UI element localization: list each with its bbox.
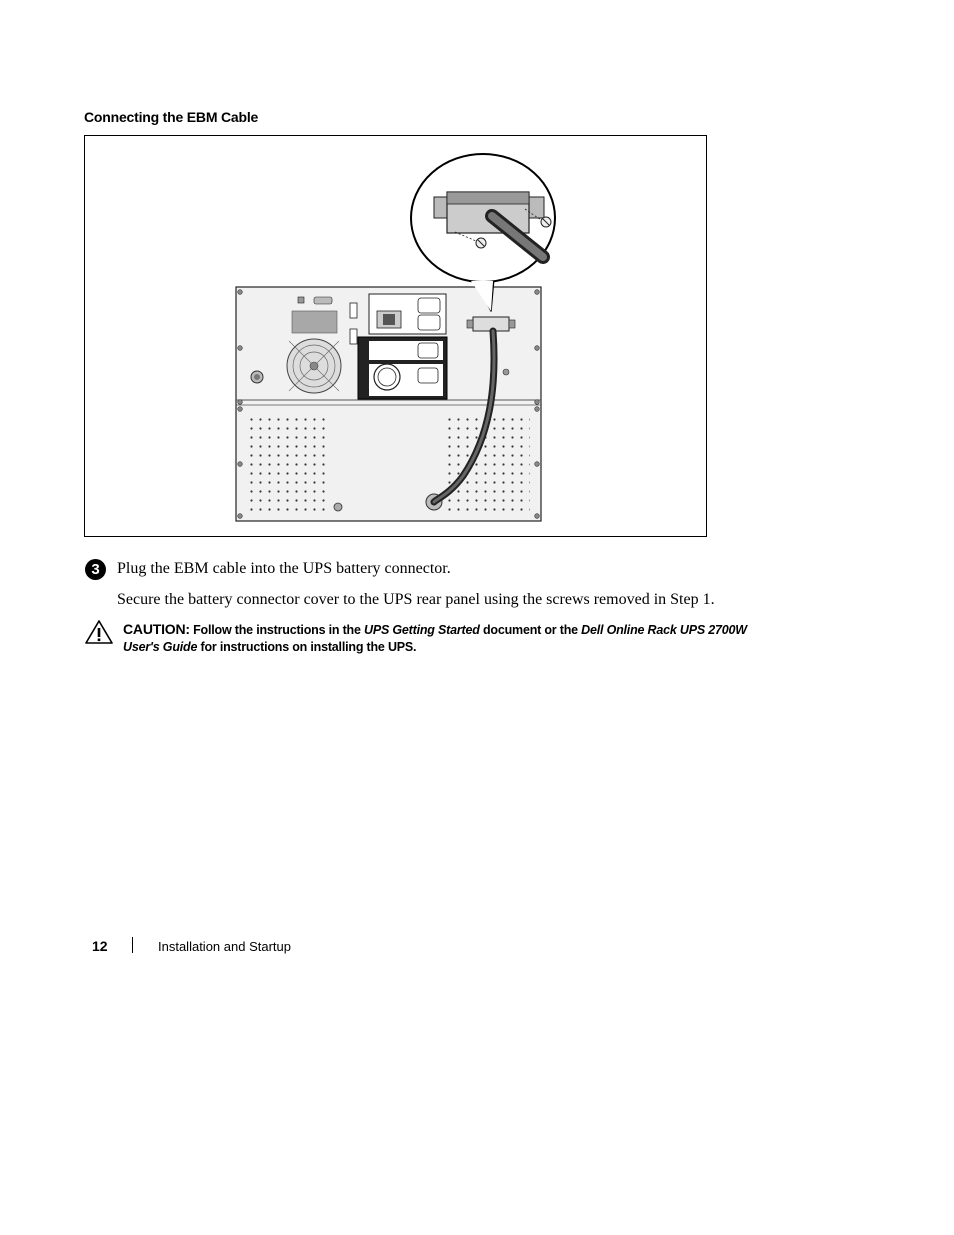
caution-icon (85, 620, 113, 644)
footer-section-title: Installation and Startup (158, 939, 291, 954)
caution-text-2: document or the (482, 623, 578, 637)
caution-note (123, 621, 753, 656)
page-number: 12 (92, 938, 108, 954)
caution-text-1: Follow the instructions in the (193, 623, 361, 637)
ebm-cable-figure (84, 135, 707, 537)
secure-cover-instruction: Secure the battery connector cover to the UPS rear panel using the screws removed in Step 1. (117, 591, 715, 608)
ups-rear-panel-illustration (85, 136, 708, 538)
caution-doc-2: Dell Online Rack UPS 2700W User's Guide (123, 623, 747, 654)
caution-doc-1: UPS Getting Started (364, 623, 480, 637)
fan-grille (287, 339, 341, 393)
step-instruction: Plug the EBM cable into the UPS battery connector. (117, 560, 451, 577)
caution-text-3: for instructions on installing the UPS. (200, 640, 417, 654)
ups-rear-panel (236, 287, 541, 521)
step-number-badge: 3 (85, 559, 106, 580)
figure-title: Connecting the EBM Cable (84, 109, 259, 125)
footer-divider (132, 937, 133, 953)
caution-label: CAUTION: (123, 621, 190, 637)
